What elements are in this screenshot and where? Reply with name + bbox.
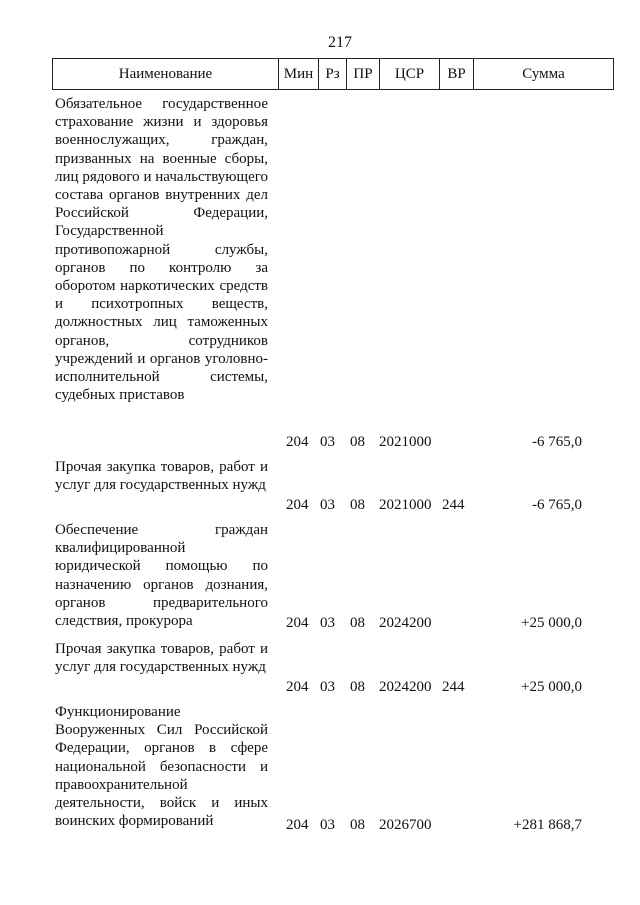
table-row xyxy=(0,95,640,451)
row-name: Прочая закупка товаров, работ и услуг для государственных нужд xyxy=(55,459,268,494)
row-pr: 08 xyxy=(350,433,365,450)
row-rz: 03 xyxy=(320,496,335,513)
header-sum: Сумма xyxy=(522,66,565,82)
row-min: 204 xyxy=(286,496,309,513)
page-number: 217 xyxy=(328,34,352,51)
row-pr: 08 xyxy=(350,678,365,695)
row-sum: +25 000,0 xyxy=(521,614,582,631)
header-csr: ЦСР xyxy=(380,59,440,89)
table-row xyxy=(0,458,640,514)
row-sum: +281 868,7 xyxy=(513,816,582,833)
header-min: Мин xyxy=(279,59,319,89)
row-min: 204 xyxy=(286,433,309,450)
row-min: 204 xyxy=(286,678,309,695)
table-row xyxy=(0,521,640,632)
row-min: 204 xyxy=(286,816,309,833)
header-pr: ПР xyxy=(347,59,380,89)
row-name: Обеспечение граждан квалифицированной юридической помощью по назначению органов дознания, органов предварительного следствия, прокурора xyxy=(55,522,268,630)
row-name: Обязательное государственное страхование жизни и здоровья военнослужащих, граждан, призванных на военные сборы, лиц рядового и начальствующего состава органов внутренних дел Российской Федерации, Государственной противопожарной службы, органов по контролю за оборотом наркотических средств и психотропных веществ, должностных лиц таможенных органов, сотрудников учреждений и органов уголовно-исполнительной системы, судебных приставов xyxy=(55,96,268,404)
row-csr: 2021000 xyxy=(379,433,432,450)
row-csr: 2024200 xyxy=(379,614,432,631)
row-sum: -6 765,0 xyxy=(532,433,582,450)
row-csr: 2026700 xyxy=(379,816,432,833)
row-sum: +25 000,0 xyxy=(521,678,582,695)
row-rz: 03 xyxy=(320,678,335,695)
table-row xyxy=(0,703,640,834)
row-min: 204 xyxy=(286,614,309,631)
row-name: Функционирование Вооруженных Сил Российской Федерации, органов в сфере национальной безопасности и правоохранительной деятельности, войск и иных воинских формирований xyxy=(55,704,268,830)
table-row xyxy=(0,640,640,696)
header-rz: Рз xyxy=(319,59,347,89)
row-pr: 08 xyxy=(350,816,365,833)
row-pr: 08 xyxy=(350,614,365,631)
row-name: Прочая закупка товаров, работ и услуг для государственных нужд xyxy=(55,641,268,676)
row-rz: 03 xyxy=(320,433,335,450)
header-name: Наименование xyxy=(53,59,279,89)
table-header xyxy=(52,58,614,90)
row-rz: 03 xyxy=(320,614,335,631)
header-vr: ВР xyxy=(440,59,474,89)
row-vr: 244 xyxy=(442,496,465,513)
row-rz: 03 xyxy=(320,816,335,833)
row-csr: 2024200 xyxy=(379,678,432,695)
row-csr: 2021000 xyxy=(379,496,432,513)
row-vr: 244 xyxy=(442,678,465,695)
row-pr: 08 xyxy=(350,496,365,513)
row-sum: -6 765,0 xyxy=(532,496,582,513)
